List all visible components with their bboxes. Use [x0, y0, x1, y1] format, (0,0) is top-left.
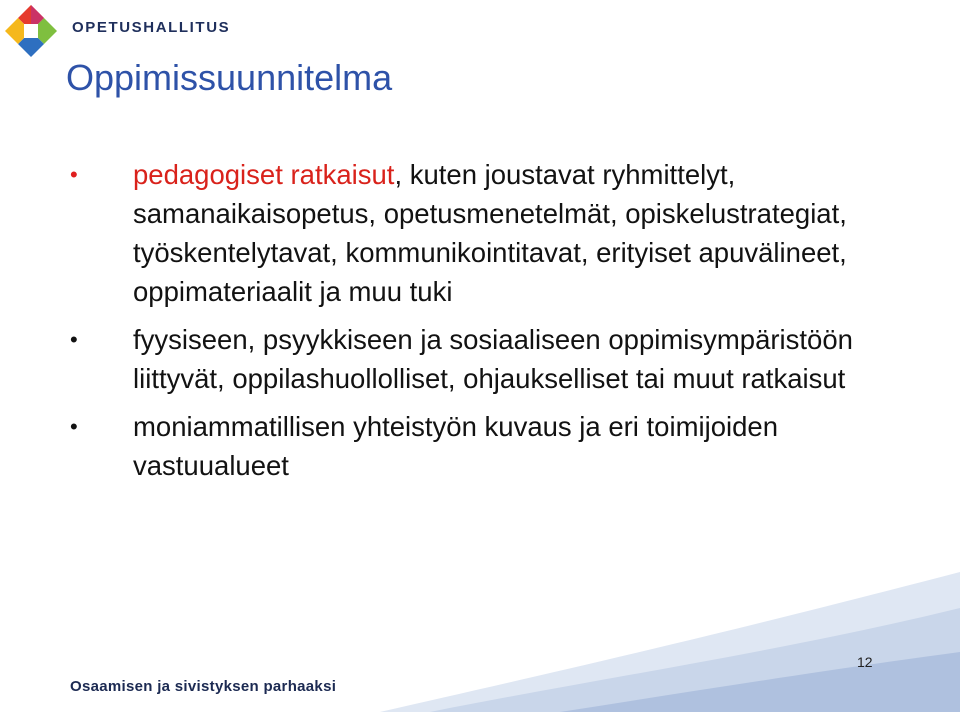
bullet-accent-text: pedagogiset ratkaisut — [133, 159, 395, 190]
org-name: OPETUSHALLITUS — [72, 19, 231, 36]
footer-slogan: Osaamisen ja sivistyksen parhaaksi — [70, 678, 337, 695]
opetushallitus-logo-icon — [4, 4, 58, 58]
page-number: 12 — [857, 654, 873, 670]
bullet-item — [70, 407, 930, 485]
slide-title: Oppimissuunnitelma — [66, 57, 393, 98]
bullet-item — [70, 320, 930, 398]
bullet-dot-icon: • — [70, 327, 78, 352]
bullet-text: moniammatillisen yhteistyön kuvaus ja eri toimijoiden vastuualueet — [133, 411, 779, 481]
bullet-text: , kuten joustavat ryhmittelyt, samanaikaisopetus, opetusmenetelmät, opiskelustrategiat, työskentelytavat, kommunikointitavat, erityiset apuvälineet, oppimateriaalit ja muu tuki — [133, 159, 847, 307]
bullet-list — [70, 155, 930, 494]
bullet-text: fyysiseen, psyykkiseen ja sosiaaliseen oppimisympäristöön liittyvät, oppilashuollolliset, ohjaukselliset tai muut ratkaisut — [133, 324, 853, 394]
bullet-item — [70, 155, 930, 311]
bullet-dot-icon: • — [70, 414, 78, 439]
bullet-dot-icon: • — [70, 162, 78, 187]
